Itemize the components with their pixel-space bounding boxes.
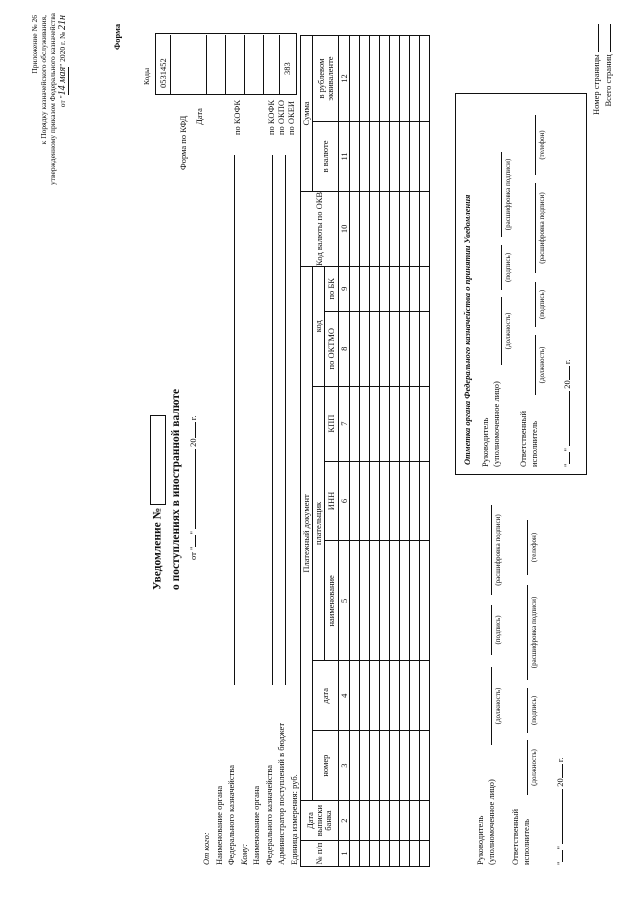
- label-admin: Администратор поступлений в бюджет: [276, 722, 286, 865]
- mark-head-label: Руководитель (уполномоченное лицо): [480, 381, 501, 467]
- label-fk-2: Федерального казначейства: [263, 764, 274, 865]
- title-line2: о поступлениях в иностранной валюте: [170, 388, 182, 590]
- label-kofk-2: по КОФК: [266, 99, 276, 135]
- col-index: 6: [339, 461, 350, 541]
- sum-header: Сумма: [301, 36, 313, 192]
- col-currency-code-header: Код валюты по ОКВ: [301, 191, 339, 266]
- form-label: Форма: [112, 23, 122, 50]
- notice-number-box: [150, 415, 166, 505]
- label-okpo: по ОКПО: [276, 99, 286, 135]
- okud-code: 0531452: [158, 58, 168, 88]
- sig-caption: (расшифровка подписи): [530, 596, 538, 669]
- table-row: [410, 36, 420, 867]
- appendix-block: [30, 15, 68, 185]
- col-oktmo-header: по ОКТМО: [325, 311, 339, 386]
- payer-header: плательщик: [313, 386, 325, 661]
- col-in-rub-header: в рублевом эквиваленте: [313, 36, 339, 122]
- appendix-line2: к Порядку казначейского обслуживания,: [39, 15, 48, 145]
- label-date: Дата: [194, 108, 204, 125]
- column-number-row: [339, 36, 350, 867]
- sig-caption: (подпись): [538, 289, 546, 320]
- label-org-name-2: Наименование органа: [251, 785, 261, 865]
- mark-responsible-label: Ответственный исполнитель: [518, 411, 539, 467]
- label-kofk-1: по КОФК: [232, 99, 242, 135]
- col-in-currency-header: в валюте: [313, 122, 339, 192]
- label-to: Кому:: [238, 843, 249, 865]
- head-label: Руководитель (уполномоченное лицо): [475, 779, 496, 865]
- col-index: 5: [339, 541, 350, 661]
- okei-code: 383: [282, 62, 292, 75]
- code-header: код: [313, 266, 325, 386]
- col-date-header: Дата выписки банка: [301, 801, 339, 841]
- appendix-line4: от "14 мая" 2020 г. № 21н: [57, 15, 68, 108]
- appendix-line3: утвержденному приказом Федерального казначейства: [48, 13, 57, 185]
- sig-caption: (должность): [538, 346, 546, 384]
- col-bk-header: по БК: [325, 266, 339, 311]
- label-fk: Федерального казначейства: [226, 764, 236, 865]
- col-index: 10: [339, 191, 350, 266]
- title-line1: Уведомление №: [150, 415, 166, 590]
- label-from: От кого:: [201, 832, 211, 865]
- col-name-header: наименование: [325, 541, 339, 661]
- sig-caption: (телефон): [530, 532, 538, 563]
- col-index: 12: [339, 36, 350, 122]
- table-row: [380, 36, 390, 867]
- fk-mark-title: Отметка органа Федерального казначейства о принятии Уведомления: [462, 194, 472, 465]
- responsible-label: Ответственный исполнитель: [510, 809, 531, 865]
- sig-caption: (расшифровка подписи): [504, 158, 512, 231]
- payment-doc-header: Платежный документ: [301, 266, 313, 800]
- col-num-header: № п/п: [301, 841, 339, 867]
- col-inn-header: ИНН: [325, 461, 339, 541]
- sig-caption: (телефон): [538, 130, 546, 160]
- sig-caption: (подпись): [494, 615, 502, 645]
- mark-sign-date: "" 20 г.: [562, 359, 572, 467]
- table-row: [420, 36, 430, 867]
- title-date: от "" 20 г.: [188, 415, 198, 560]
- col-index: 4: [339, 661, 350, 731]
- label-okud: Форма по КФД: [178, 115, 188, 170]
- sig-caption: (должность): [504, 312, 512, 350]
- receipts-table: [300, 35, 430, 867]
- col-index: 1: [339, 841, 350, 867]
- sig-caption: (подпись): [530, 695, 538, 726]
- sig-caption: (подпись): [504, 252, 512, 283]
- col-index: 7: [339, 386, 350, 461]
- page-number-label: Номер страницы: [590, 24, 602, 115]
- label-org-name: Наименование органа: [213, 785, 224, 865]
- table-row: [400, 36, 410, 867]
- col-index: 8: [339, 311, 350, 386]
- appendix-line1: Приложение № 26: [30, 15, 39, 74]
- col-index: 11: [339, 122, 350, 192]
- sign-date: "" 20 г.: [555, 757, 565, 865]
- col-index: 3: [339, 731, 350, 801]
- table-row: [350, 36, 360, 867]
- table-row: [360, 36, 370, 867]
- from-to-block: [200, 723, 300, 865]
- codes-box: [155, 33, 297, 95]
- sig-caption: (расшифровка подписи): [494, 514, 502, 586]
- sig-caption: (должность): [494, 687, 502, 725]
- col-number-header: номер: [313, 731, 339, 801]
- col-index: 2: [339, 801, 350, 841]
- page-numbering: [590, 24, 614, 115]
- codes-header: Коды: [142, 67, 151, 85]
- handwritten-number: 21н: [57, 15, 68, 30]
- label-okei: по ОКЕИ: [286, 100, 296, 135]
- col-pdate-header: дата: [313, 661, 339, 731]
- total-pages-label: Всего страниц: [602, 24, 614, 115]
- col-kpp-header: КПП: [325, 386, 339, 461]
- table-row: [370, 36, 380, 867]
- col-index: 9: [339, 266, 350, 311]
- sig-caption: (должность): [530, 749, 538, 786]
- sig-caption: (расшифровка подписи): [538, 192, 546, 264]
- table-row: [390, 36, 400, 867]
- handwritten-date: 14 мая: [57, 66, 68, 96]
- label-unit: Единица измерения: руб.: [288, 774, 299, 865]
